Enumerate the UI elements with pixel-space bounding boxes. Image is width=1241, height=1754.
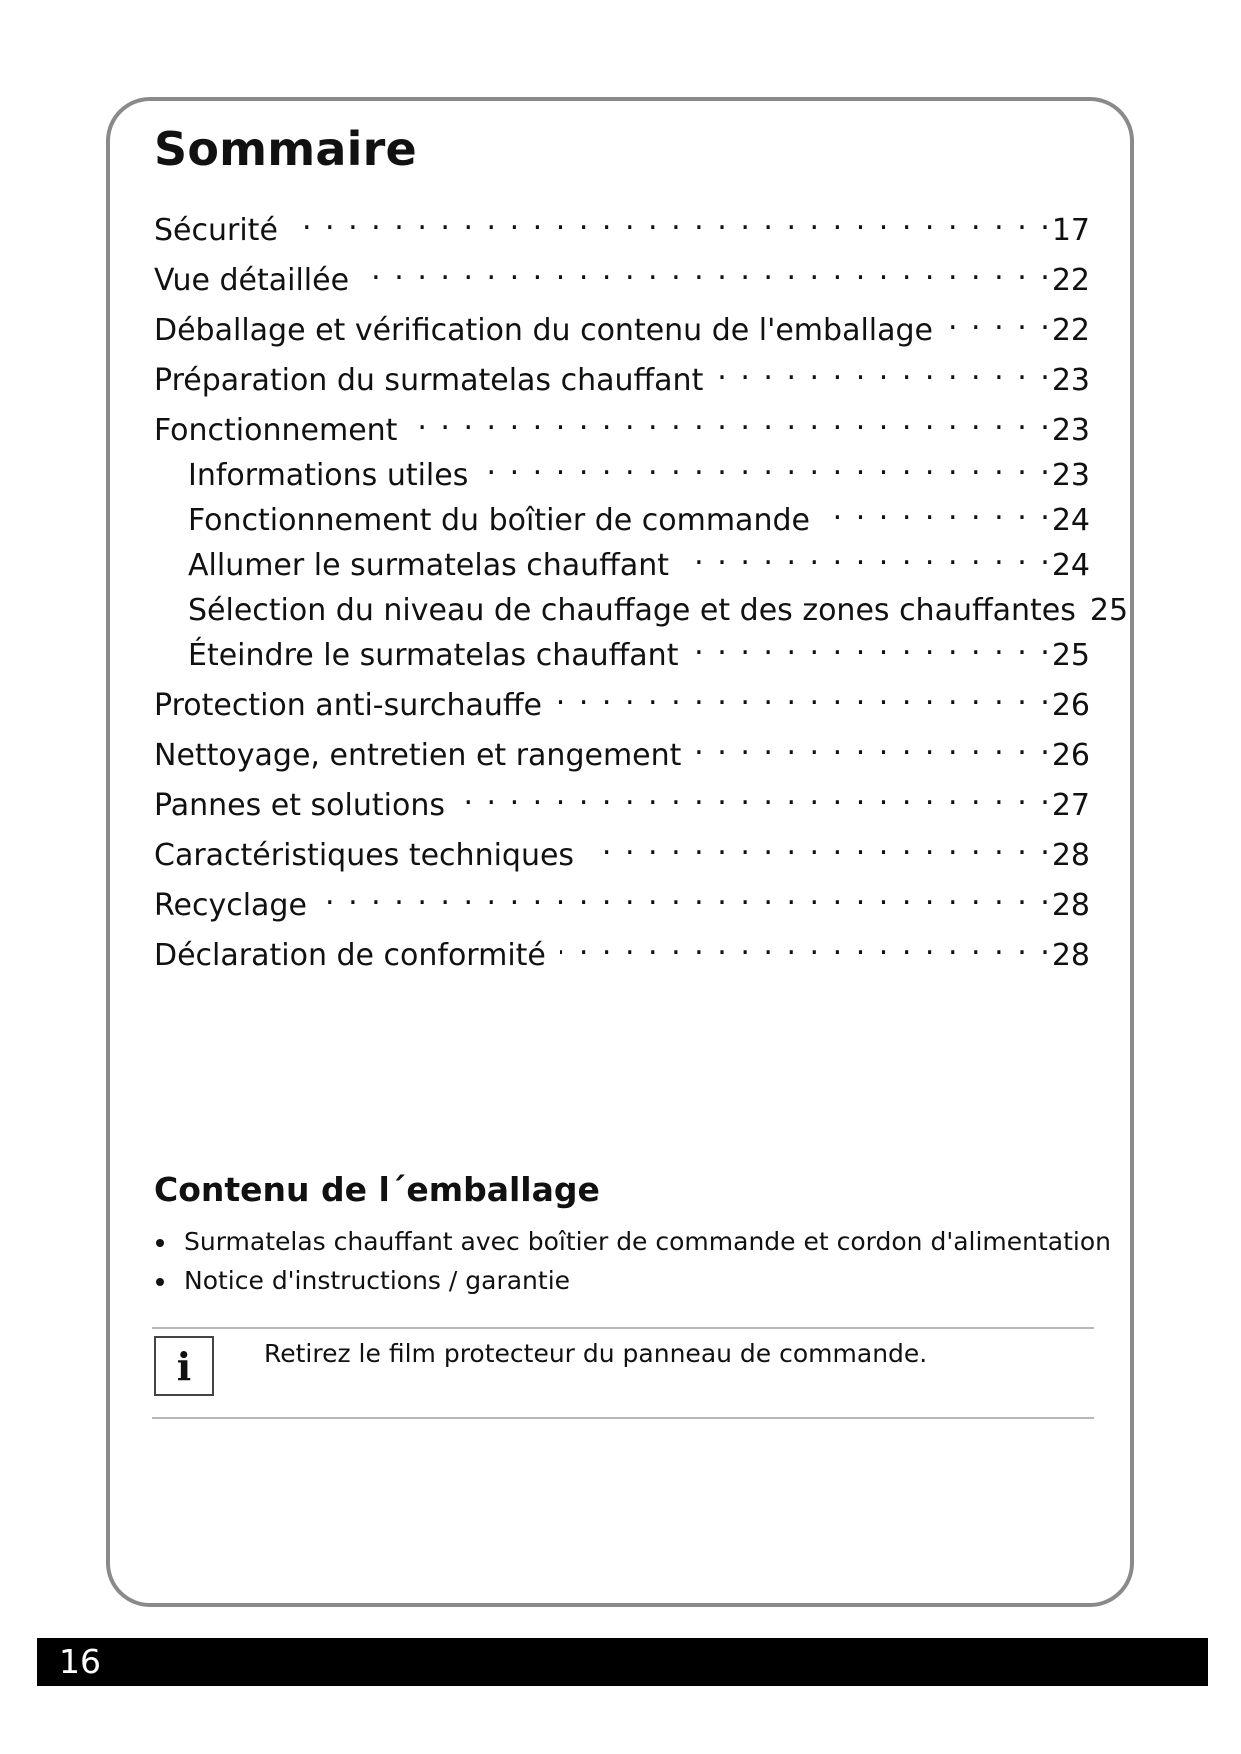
toc-entry[interactable] <box>154 300 1090 348</box>
toc-leader-dots <box>560 925 1052 965</box>
package-contents-heading: Contenu de l´emballage <box>154 1170 600 1209</box>
toc-entry[interactable] <box>154 875 1090 923</box>
toc-entry-label: Éteindre le surmatelas chauffant <box>188 638 679 673</box>
toc-entry-page: 28 <box>1051 888 1090 923</box>
toc-entry-page: 23 <box>1051 363 1090 398</box>
toc-entry-page: 17 <box>1051 213 1090 248</box>
toc-entry-page: 25 <box>1089 593 1129 628</box>
toc-entry-label: Pannes et solutions <box>154 788 445 823</box>
toc-entry-label: Caractéristiques techniques <box>154 838 575 873</box>
toc-entry-label: Protection anti-surchauffe <box>154 688 542 723</box>
toc-entry[interactable] <box>154 250 1090 298</box>
toc-entry-label: Sécurité <box>154 213 278 248</box>
toc-leader-dots <box>683 535 1052 575</box>
toc-entry-label: Nettoyage, entretien et rangement <box>154 738 682 773</box>
toc-leader-dots <box>321 875 1052 915</box>
toc-leader-dots <box>459 775 1052 815</box>
toc-entry-page: 27 <box>1051 788 1090 823</box>
toc-leader-dots <box>947 300 1052 340</box>
toc-entry-label: Informations utiles <box>188 458 469 493</box>
toc-leader-dots <box>556 675 1052 715</box>
toc-entry[interactable] <box>154 350 1090 398</box>
info-note-text: Retirez le film protecteur du panneau de commande. <box>264 1339 928 1368</box>
toc-entry-label: Fonctionnement du boîtier de commande <box>188 503 810 538</box>
toc-entry-label: Recyclage <box>154 888 307 923</box>
toc-entry-page: 26 <box>1051 738 1090 773</box>
toc-entry-page: 23 <box>1051 413 1090 448</box>
toc-subentry[interactable] <box>188 625 1090 673</box>
toc-entry[interactable] <box>154 400 1090 448</box>
info-icon: i <box>154 1336 214 1396</box>
toc-leader-dots <box>588 825 1052 865</box>
toc-leader-dots <box>292 200 1052 240</box>
toc-entry-page: 24 <box>1051 503 1090 538</box>
toc-leader-dots <box>363 250 1052 290</box>
toc-leader-dots <box>482 445 1051 485</box>
list-item: Notice d'instructions / garantie <box>154 1261 1111 1300</box>
toc-subentry[interactable] <box>188 490 1090 538</box>
toc-entry-page: 24 <box>1051 548 1090 583</box>
toc-entry[interactable] <box>154 925 1090 973</box>
page-footer <box>37 1638 1208 1686</box>
toc-entry[interactable] <box>154 675 1090 723</box>
toc-leader-dots <box>692 625 1051 665</box>
toc-entry-label: Déballage et vérification du contenu de l'emballage <box>154 313 934 348</box>
toc-leader-dots <box>824 490 1052 530</box>
list-item: Surmatelas chauffant avec boîtier de commande et cordon d'alimentation <box>154 1222 1111 1261</box>
toc-subentry[interactable] <box>188 580 1129 628</box>
toc-entry-page: 25 <box>1051 638 1090 673</box>
page-title: Sommaire <box>154 122 417 176</box>
toc-entry-label: Déclaration de conformité <box>154 938 546 973</box>
toc-entry-page: 26 <box>1051 688 1090 723</box>
toc-entry-label: Sélection du niveau de chauffage et des zones chauffantes <box>188 593 1076 628</box>
toc-entry-label: Préparation du surmatelas chauffant <box>154 363 704 398</box>
toc-entry[interactable] <box>154 200 1090 248</box>
toc-leader-dots <box>411 400 1051 440</box>
toc-subentry[interactable] <box>188 535 1090 583</box>
toc-entry[interactable] <box>154 775 1090 823</box>
toc-entry-label: Fonctionnement <box>154 413 398 448</box>
toc-entry-label: Vue détaillée <box>154 263 350 298</box>
toc-entry-page: 23 <box>1051 458 1090 493</box>
toc-entry-page: 28 <box>1051 838 1090 873</box>
toc-entry-page: 22 <box>1051 263 1090 298</box>
toc-entry-page: 28 <box>1051 938 1090 973</box>
toc-entry-page: 22 <box>1051 313 1090 348</box>
toc-leader-dots <box>717 350 1051 390</box>
toc-entry[interactable] <box>154 725 1090 773</box>
toc-entry[interactable] <box>154 825 1090 873</box>
toc-subentry[interactable] <box>188 445 1090 493</box>
info-note <box>152 1327 1094 1419</box>
toc-entry-label: Allumer le surmatelas chauffant <box>188 548 669 583</box>
package-contents-list <box>154 1222 1111 1300</box>
page-number: 16 <box>59 1642 101 1681</box>
toc-leader-dots <box>695 725 1051 765</box>
